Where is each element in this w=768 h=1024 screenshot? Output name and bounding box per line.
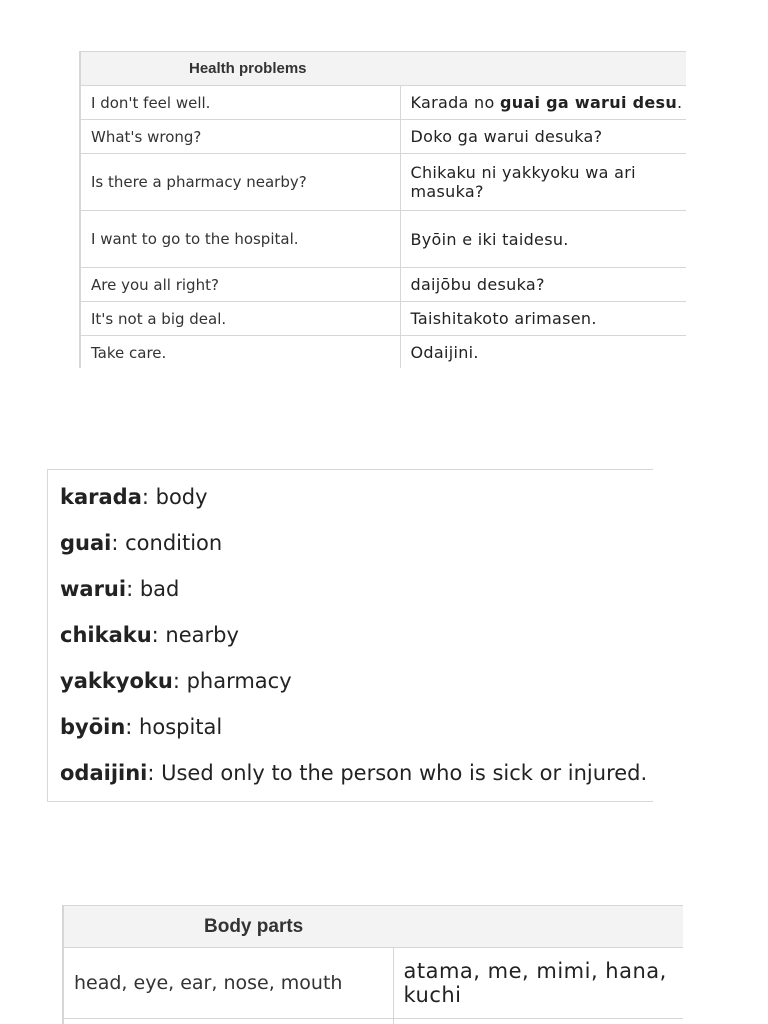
vocab-item [60, 716, 653, 762]
vocab-meaning: : hospital [125, 715, 223, 739]
vocabulary-list [47, 469, 653, 802]
vocab-meaning: : body [141, 485, 208, 509]
table-row [81, 86, 687, 120]
table-row [64, 1019, 684, 1024]
vocab-item [60, 532, 653, 578]
table-header-row [81, 52, 687, 86]
japanese-phrase: Chikaku ni yakkyoku wa ari masuka? [400, 154, 686, 211]
table-row [81, 154, 687, 211]
english-phrase: Are you all right? [81, 268, 401, 302]
vocab-item [60, 624, 653, 670]
table-header-row [64, 906, 684, 948]
vocab-term: byōin [60, 715, 126, 739]
japanese-phrase: atama, me, mimi, hana, kuchi [393, 948, 683, 1019]
japanese-phrase: Odaijini. [400, 336, 686, 369]
japanese-phrase: Byōin e iki taidesu. [400, 211, 686, 268]
vocab-meaning: : Used only to the person who is sick or injured. [147, 761, 648, 785]
vocab-term: guai [60, 531, 112, 555]
health-problems-table [79, 51, 686, 368]
vocab-term: warui [60, 577, 127, 601]
vocab-meaning: : condition [111, 531, 223, 555]
english-phrase: Take care. [81, 336, 401, 369]
english-phrase: I want to go to the hospital. [81, 211, 401, 268]
vocab-meaning: : pharmacy [172, 669, 292, 693]
vocab-meaning: : bad [126, 577, 180, 601]
vocab-item [60, 578, 653, 624]
vocab-term: karada [60, 485, 142, 509]
vocab-term: chikaku [60, 623, 152, 647]
english-phrase: What's wrong? [81, 120, 401, 154]
vocab-term: yakkyoku [60, 669, 173, 693]
vocab-meaning: : nearby [151, 623, 239, 647]
table-row [81, 120, 687, 154]
table-row [64, 948, 684, 1019]
english-phrase: It's not a big deal. [81, 302, 401, 336]
japanese-phrase: Taishitakoto arimasen. [400, 302, 686, 336]
japanese-phrase: Doko ga warui desuka? [400, 120, 686, 154]
body-parts-table [62, 905, 683, 1024]
vocab-item [60, 762, 653, 808]
vocab-term: odaijini [60, 761, 148, 785]
english-phrase: Is there a pharmacy nearby? [81, 154, 401, 211]
table-row [81, 211, 687, 268]
english-phrase [64, 1019, 394, 1024]
vocab-item [60, 670, 653, 716]
table-row [81, 302, 687, 336]
japanese-phrase: daijōbu desuka? [400, 268, 686, 302]
english-phrase: head, eye, ear, nose, mouth [64, 948, 394, 1019]
english-phrase: I don't feel well. [81, 86, 401, 120]
japanese-phrase [393, 1019, 683, 1024]
japanese-phrase: Karada no guai ga warui desu. [400, 86, 686, 120]
table-row [81, 268, 687, 302]
table-row [81, 336, 687, 369]
table-header: Health problems [81, 52, 687, 86]
vocab-item [60, 486, 653, 532]
table-header: Body parts [64, 906, 684, 948]
